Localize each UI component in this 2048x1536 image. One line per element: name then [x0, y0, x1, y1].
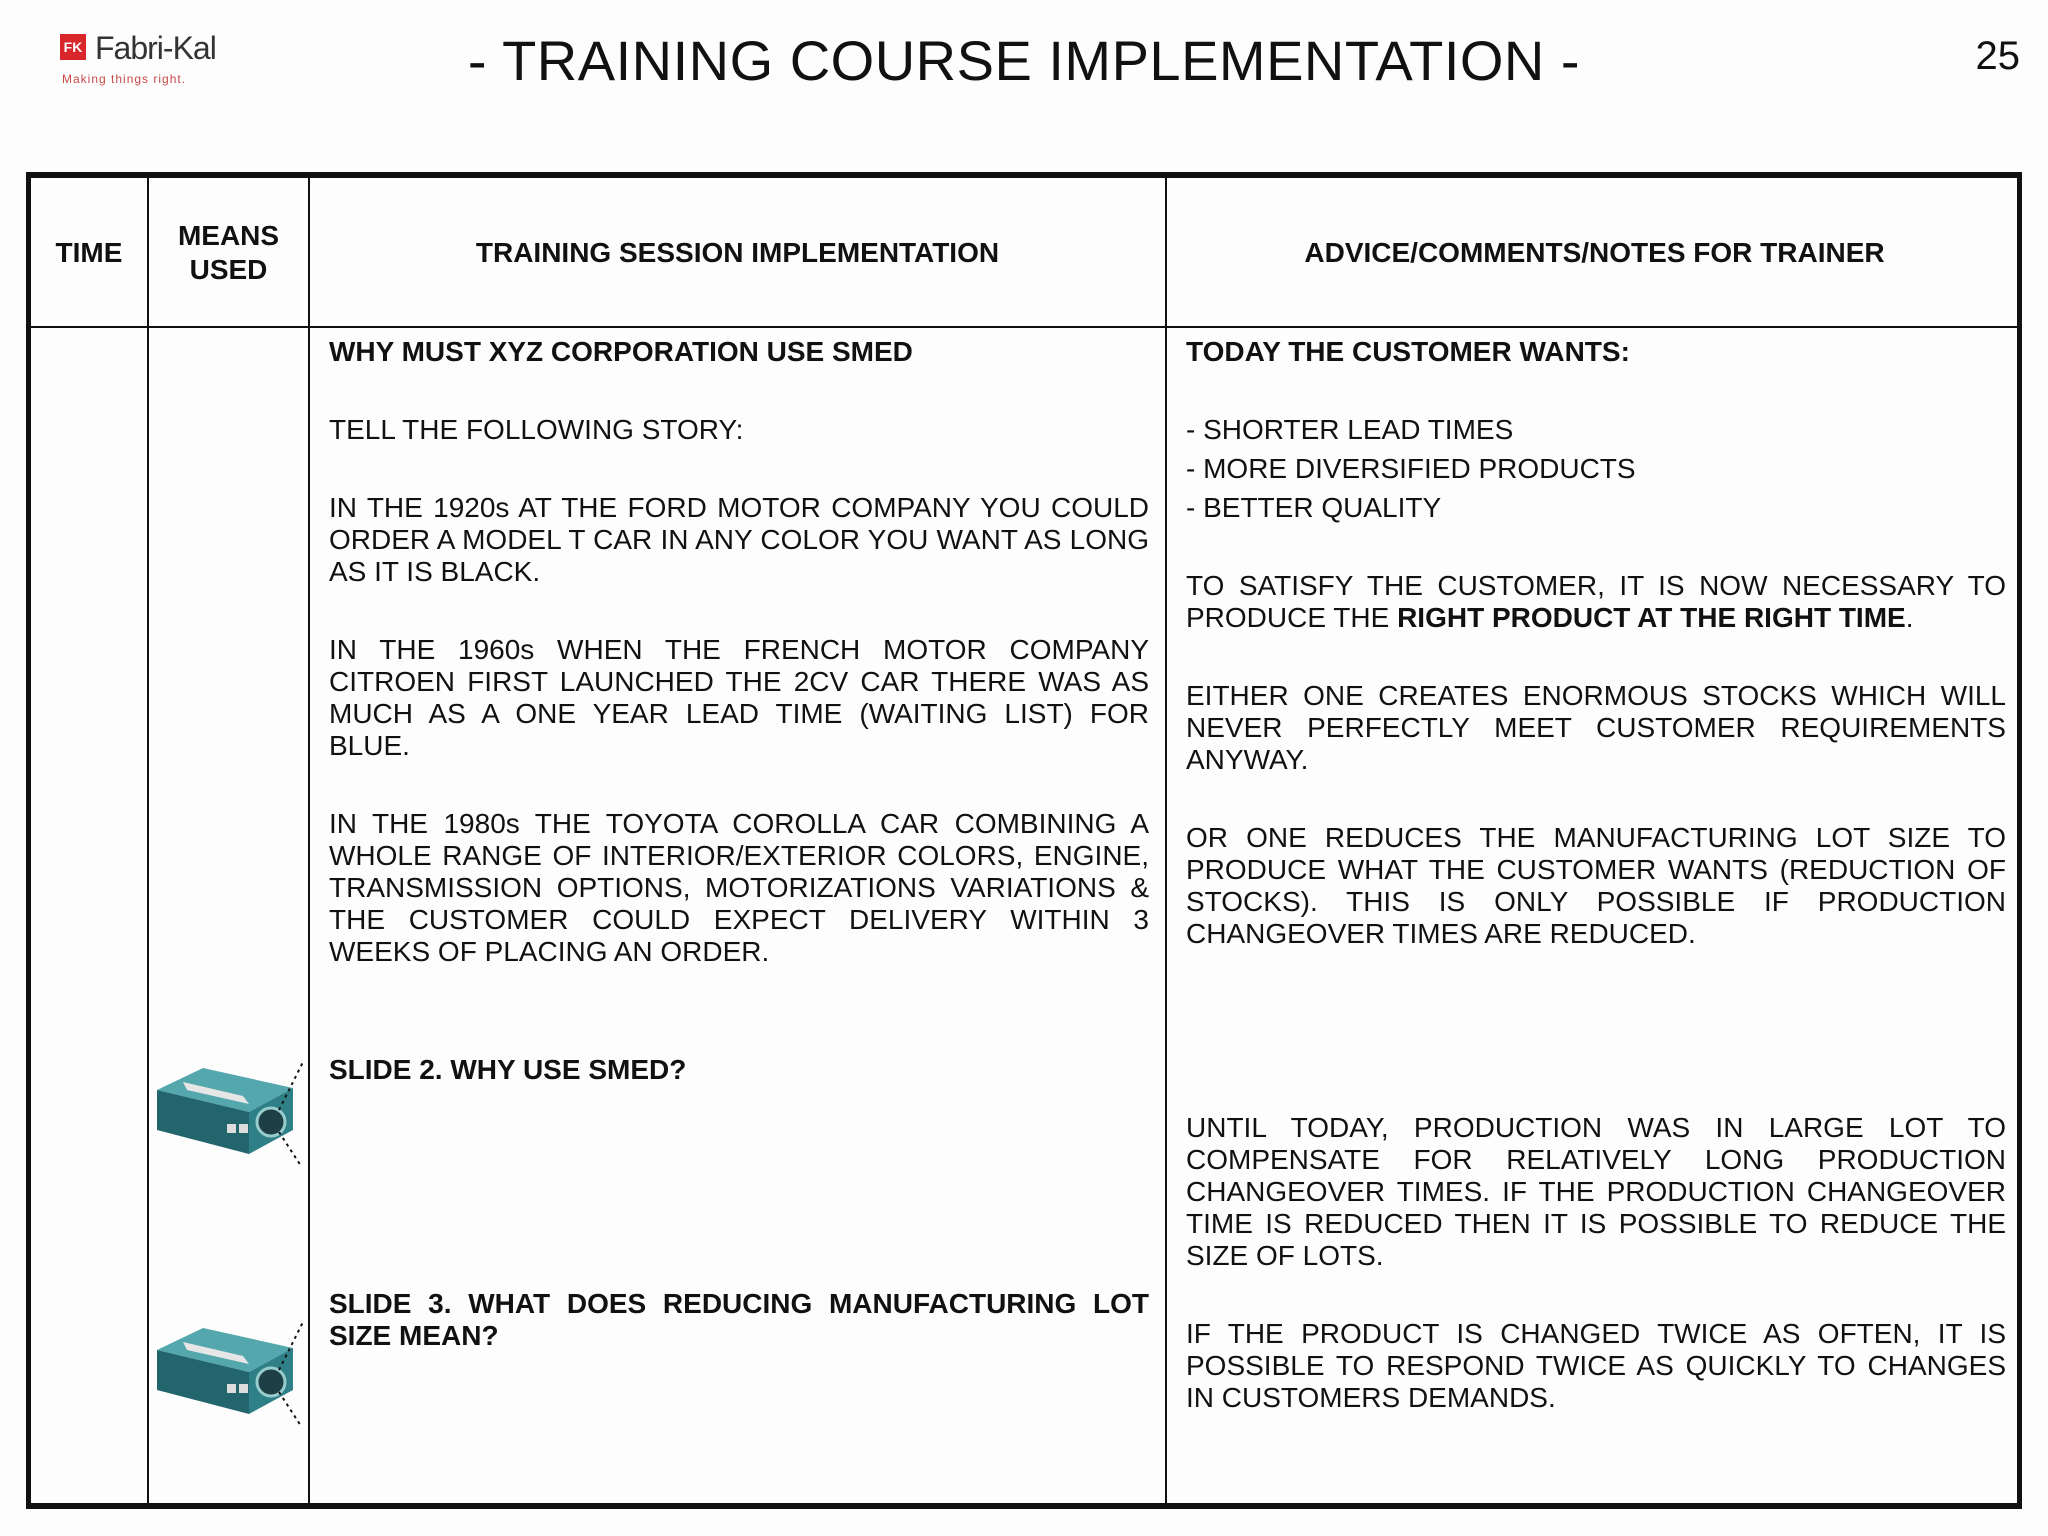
slide-2-label: SLIDE 2. WHY USE SMED?: [329, 1054, 687, 1085]
advice-satisfy-end: .: [1905, 602, 1914, 633]
column-header-time: TIME: [55, 237, 123, 268]
slide-3-label: SLIDE 3. WHAT DOES REDUCING MANUFACTURING LOT SIZE MEAN?: [329, 1288, 1149, 1351]
column-divider: [147, 178, 149, 1503]
logo-tagline: Making things right.: [62, 72, 187, 86]
advice-bullet: - BETTER QUALITY: [1186, 492, 1442, 523]
implementation-table: [26, 172, 2022, 1509]
advice-either: EITHER ONE CREATES ENORMOUS STOCKS WHICH WILL NEVER PERFECTLY MEET CUSTOMER REQUIREMENTS ANYWAY.: [1186, 680, 2006, 775]
advice-until: UNTIL TODAY, PRODUCTION WAS IN LARGE LOT TO COMPENSATE FOR RELATIVELY LONG PRODUCTION CHANGEOVER TIMES. IF THE PRODUCTION CHANGEOVER TIME IS REDUCED THEN IT IS POSSIBLE TO REDUCE THE SIZE OF LOTS.: [1186, 1112, 2006, 1271]
column-divider: [1165, 178, 1167, 1503]
logo-name: Fabri-Kal: [95, 30, 216, 66]
projector-icon: [153, 1318, 303, 1428]
story-1960s: IN THE 1960s WHEN THE FRENCH MOTOR COMPANY CITROEN FIRST LAUNCHED THE 2CV CAR THERE WAS AS MUCH AS A ONE YEAR LEAD TIME (WAITING LIST) FOR BLUE.: [329, 634, 1149, 761]
advice-or: OR ONE REDUCES THE MANUFACTURING LOT SIZE TO PRODUCE WHAT THE CUSTOMER WANTS (REDUCTION OF STOCKS). THIS IS ONLY POSSIBLE IF PRODUCTION CHANGEOVER TIMES ARE REDUCED.: [1186, 822, 2006, 949]
means-used-label: MEANS USED: [177, 220, 280, 285]
advice-twice: IF THE PRODUCT IS CHANGED TWICE AS OFTEN, IT IS POSSIBLE TO RESPOND TWICE AS QUICKLY TO CHANGES IN CUSTOMERS DEMANDS.: [1186, 1318, 2006, 1413]
advice-satisfy-text: TO SATISFY THE CUSTOMER, IT IS NOW NECESSARY TO PRODUCE THE: [1186, 570, 2006, 633]
page-number: 25: [1975, 34, 2020, 78]
advice-heading: TODAY THE CUSTOMER WANTS:: [1186, 336, 1630, 367]
column-header-session: TRAINING SESSION IMPLEMENTATION: [475, 237, 1000, 268]
column-header-means-used: [149, 178, 308, 328]
column-divider: [308, 178, 310, 1503]
story-1980s: IN THE 1980s THE TOYOTA COROLLA CAR COMBINING A WHOLE RANGE OF INTERIOR/EXTERIOR COLORS, ENGINE, TRANSMISSION OPTIONS, MOTORIZATIONS VARIATIONS & THE CUSTOMER COULD EXPECT DELIVERY WITHIN 3 WEEKS OF PLACING AN ORDER.: [329, 808, 1149, 967]
projector-icon: [153, 1058, 303, 1168]
logo-mark: FK: [60, 34, 86, 60]
story-intro: TELL THE FOLLOWING STORY:: [329, 414, 744, 445]
session-heading: WHY MUST XYZ CORPORATION USE SMED: [329, 336, 913, 367]
advice-satisfy-emphasis: RIGHT PRODUCT AT THE RIGHT TIME: [1397, 602, 1906, 633]
story-1920s: IN THE 1920s AT THE FORD MOTOR COMPANY YOU COULD ORDER A MODEL T CAR IN ANY COLOR YOU WANT AS LONG AS IT IS BLACK.: [329, 492, 1149, 587]
column-header-advice: ADVICE/COMMENTS/NOTES FOR TRAINER: [1304, 237, 1885, 268]
advice-bullet: - MORE DIVERSIFIED PRODUCTS: [1186, 453, 1636, 484]
page-title: - TRAINING COURSE IMPLEMENTATION -: [467, 29, 1581, 92]
advice-bullet: - SHORTER LEAD TIMES: [1186, 414, 1514, 445]
advice-satisfy: [1186, 570, 2006, 634]
